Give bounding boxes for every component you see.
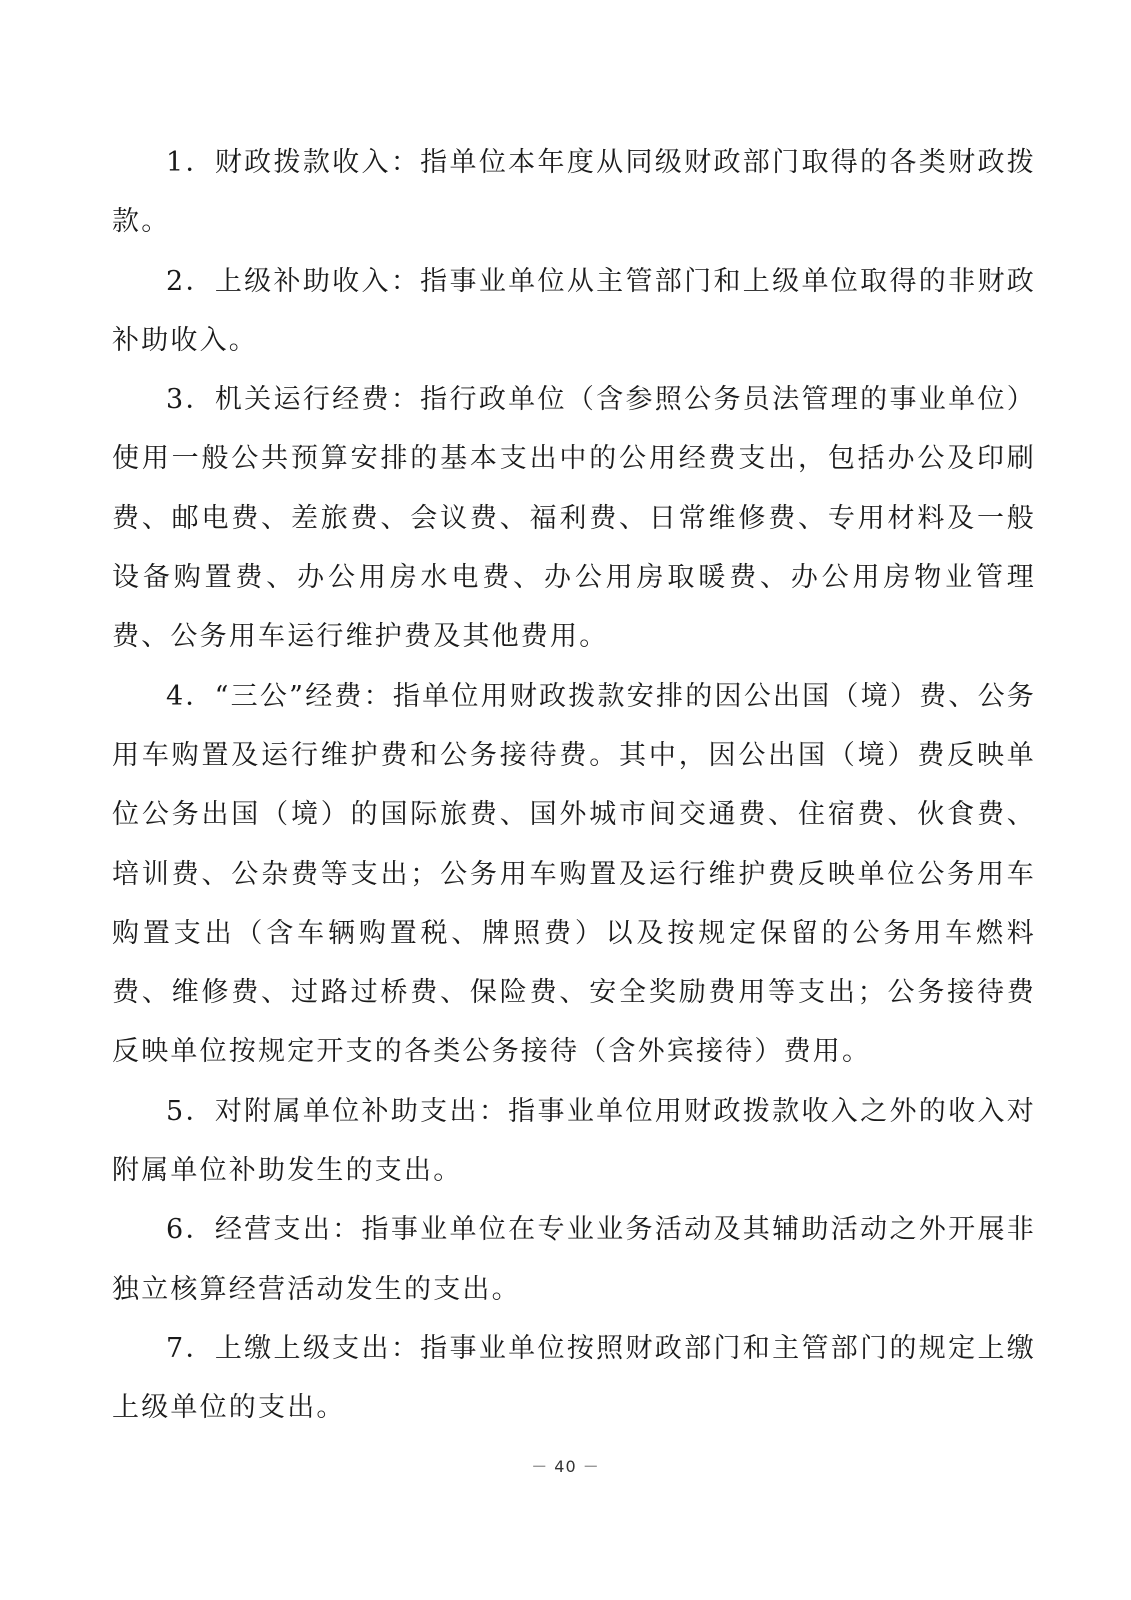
- paragraph-agency-operating-expenses: 3．机关运行经费：指行政单位（含参照公务员法管理的事业单位）使用一般公共预算安排的基本支出中的公用经费支出，包括办公及印刷费、邮电费、差旅费、会议费、福利费、日常维修费、专用材料及一般设备购置费、办公用房水电费、办公用房取暖费、办公用房物业管理费、公务用车运行维护费及其他费用。: [112, 384, 1036, 653]
- document-body: [112, 133, 1036, 1438]
- paragraph-fiscal-appropriation-income: 1．财政拨款收入：指单位本年度从同级财政部门取得的各类财政拨款。: [112, 147, 1036, 238]
- paragraph-subsidy-to-affiliated-units: 5．对附属单位补助支出：指事业单位用财政拨款收入之外的收入对附属单位补助发生的支出。: [112, 1095, 1036, 1187]
- paragraph-superior-subsidy-income: 2．上级补助收入：指事业单位从主管部门和上级单位取得的非财政补助收入。: [112, 265, 1036, 356]
- paragraph-remittance-to-superior: 7．上缴上级支出：指事业单位按照财政部门和主管部门的规定上缴上级单位的支出。: [112, 1332, 1036, 1424]
- paragraph-operating-expenditure: 6．经营支出：指事业单位在专业业务活动及其辅助活动之外开展非独立核算经营活动发生的支出。: [112, 1214, 1036, 1305]
- paragraph-three-public-expenses: 4．“三公”经费：指单位用财政拨款安排的因公出国（境）费、公务用车购置及运行维护费和公务接待费。其中，因公出国（境）费反映单位公务出国（境）的国际旅费、国外城市间交通费、住宿费、伙食费、培训费、公杂费等支出；公务用车购置及运行维护费反映单位公务用车购置支出（含车辆购置税、牌照费）以及按规定保留的公务用车燃料费、维修费、过路过桥费、保险费、安全奖励费用等支出；公务接待费反映单位按规定开支的各类公务接待（含外宾接待）费用。: [112, 680, 1036, 1068]
- page-number: － 40 －: [531, 1457, 600, 1476]
